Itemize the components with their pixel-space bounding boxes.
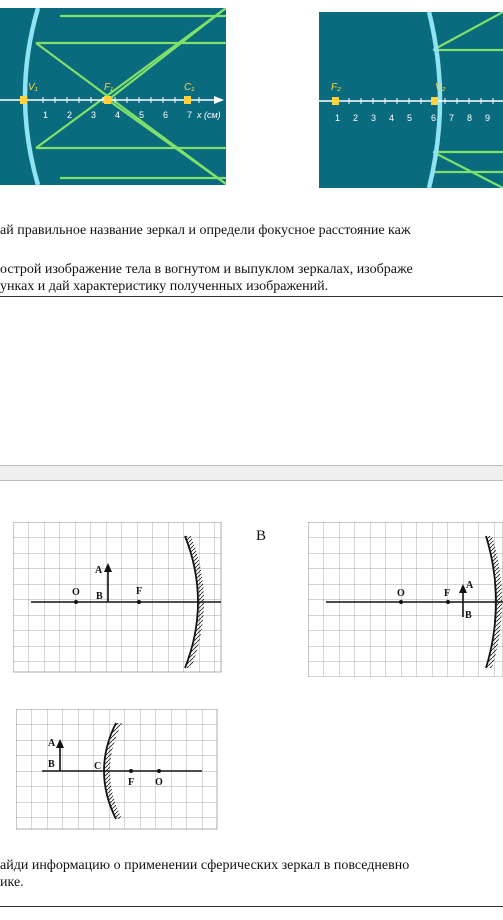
focus-point-f1 bbox=[104, 96, 111, 104]
label-f: F bbox=[136, 586, 143, 597]
label-c1: C₁ bbox=[184, 82, 195, 93]
axis-arrowhead bbox=[214, 96, 224, 104]
vertex-point-v1 bbox=[20, 96, 27, 104]
grid-figure-a bbox=[13, 522, 223, 674]
divider-line bbox=[0, 296, 503, 297]
tick-5: 5 bbox=[139, 110, 145, 120]
label-v2: V₂ bbox=[435, 82, 446, 93]
tick-2: 2 bbox=[67, 110, 73, 120]
tick-3: 3 bbox=[91, 110, 97, 120]
convex-mirror-figure bbox=[319, 12, 503, 188]
section-separator bbox=[0, 465, 503, 481]
tick-2: 2 bbox=[353, 113, 359, 123]
axis-label-x: x (см) bbox=[197, 110, 221, 120]
label-c: C bbox=[94, 761, 102, 772]
tick-7: 7 bbox=[187, 110, 193, 120]
label-f: F bbox=[128, 777, 135, 788]
label-a: A bbox=[95, 565, 103, 576]
focus-point-f2 bbox=[332, 97, 339, 105]
concave-mirror-diagram bbox=[0, 8, 226, 185]
center-point-c1 bbox=[184, 96, 191, 104]
label-b: B bbox=[48, 759, 55, 770]
task-3-line-1: айди информацию о применении сферических зеркал в повседневно bbox=[0, 858, 410, 873]
label-o: O bbox=[72, 587, 80, 598]
label-o: O bbox=[397, 588, 405, 599]
grid-figure-b bbox=[308, 522, 503, 677]
point-o bbox=[157, 769, 161, 773]
concave-mirror-figure bbox=[0, 8, 226, 185]
tick-1: 1 bbox=[43, 110, 49, 120]
tick-1: 1 bbox=[335, 113, 341, 123]
label-f1: F₁ bbox=[104, 82, 114, 93]
tick-3: 3 bbox=[371, 113, 377, 123]
task-1-text: ай правильное название зеркал и определи фокусное расстояние каж bbox=[0, 223, 411, 238]
label-f: F bbox=[444, 588, 451, 599]
point-o bbox=[399, 600, 403, 604]
point-f bbox=[446, 600, 450, 604]
ray-lines bbox=[36, 8, 226, 184]
label-o: O bbox=[155, 777, 163, 788]
grid-b-caption: B bbox=[256, 528, 267, 544]
label-a: A bbox=[466, 580, 474, 591]
label-f2: F₂ bbox=[331, 82, 341, 93]
task-2-line-1: острой изображение тела в вогнутом и выпуклом зеркалах, изображе bbox=[0, 262, 413, 277]
point-f bbox=[129, 769, 133, 773]
convex-mirror-diagram bbox=[319, 12, 503, 188]
tick-6: 6 bbox=[163, 110, 169, 120]
tick-6: 6 bbox=[431, 113, 437, 123]
tick-4: 4 bbox=[389, 113, 395, 123]
bottom-divider bbox=[0, 906, 503, 907]
tick-8: 8 bbox=[467, 113, 473, 123]
tick-4: 4 bbox=[115, 110, 121, 120]
label-b: B bbox=[96, 591, 103, 602]
label-v1: V₁ bbox=[28, 82, 38, 93]
task-2-line-2: унках и дай характеристику полученных изображений. bbox=[0, 279, 329, 294]
vertex-point-v2 bbox=[431, 97, 438, 105]
point-f bbox=[137, 600, 141, 604]
label-a: A bbox=[48, 738, 56, 749]
tick-5: 5 bbox=[407, 113, 413, 123]
grid-background bbox=[308, 522, 503, 677]
tick-7: 7 bbox=[449, 113, 455, 123]
task-3-line-2: ике. bbox=[0, 875, 24, 890]
label-b: B bbox=[465, 610, 472, 621]
tick-9: 9 bbox=[485, 113, 491, 123]
point-o bbox=[74, 600, 78, 604]
grid-figure-c bbox=[16, 709, 219, 831]
